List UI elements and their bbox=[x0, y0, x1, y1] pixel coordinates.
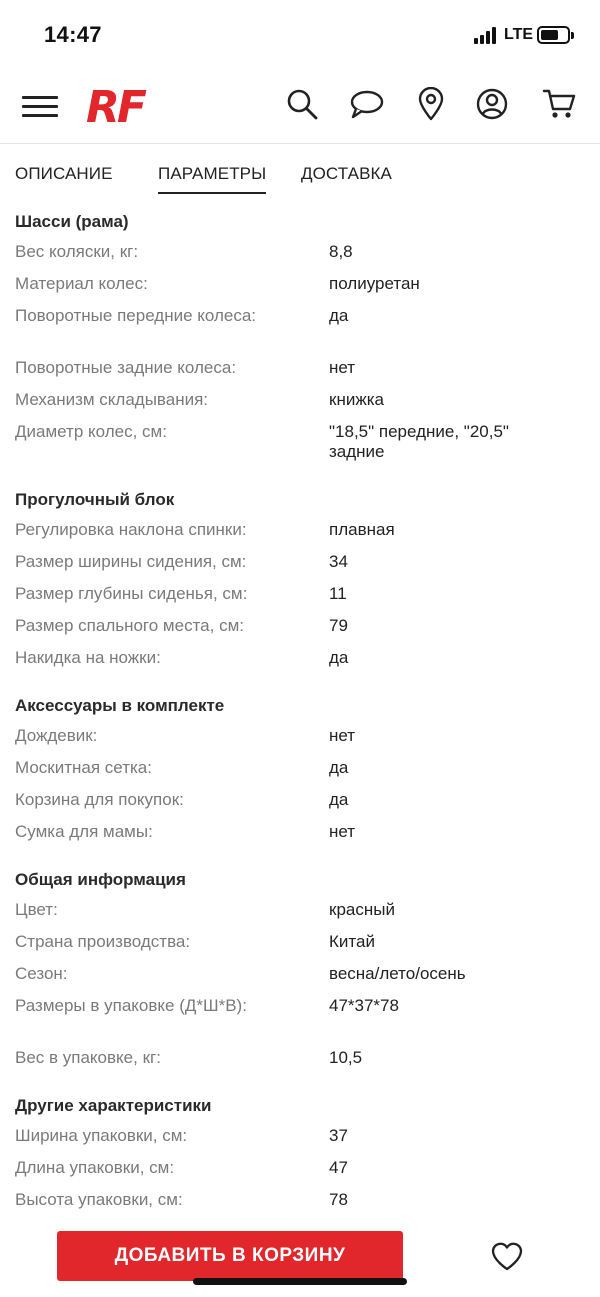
param-value: 8,8 bbox=[329, 242, 353, 261]
section-chassis bbox=[0, 207, 600, 469]
param-label: Размер глубины сиденья, см: bbox=[15, 584, 248, 603]
param-row bbox=[0, 269, 600, 301]
section-title: Общая информация bbox=[15, 870, 186, 889]
param-value: да bbox=[329, 790, 349, 809]
param-label: Материал колес: bbox=[15, 274, 148, 293]
param-value: весна/лето/осень bbox=[329, 964, 466, 983]
param-row bbox=[0, 579, 600, 611]
section-other bbox=[0, 1091, 600, 1217]
param-label: Длина упаковки, см: bbox=[15, 1158, 175, 1177]
param-row bbox=[0, 927, 600, 959]
param-value: красный bbox=[329, 900, 395, 919]
param-row bbox=[0, 895, 600, 927]
param-label: Москитная сетка: bbox=[15, 758, 152, 777]
tab-bar bbox=[0, 145, 600, 197]
param-value: книжка bbox=[329, 390, 384, 409]
signal-icon bbox=[474, 27, 498, 44]
param-row bbox=[0, 1121, 600, 1153]
param-label: Механизм складывания: bbox=[15, 390, 209, 409]
param-value: 34 bbox=[329, 552, 348, 571]
param-row bbox=[0, 417, 600, 469]
tab-parameters[interactable]: ПАРАМЕТРЫ bbox=[158, 164, 266, 194]
section-accessories bbox=[0, 691, 600, 849]
param-row bbox=[0, 1153, 600, 1185]
battery-icon bbox=[537, 26, 570, 44]
param-value: 37 bbox=[329, 1126, 348, 1145]
param-label: Размер спального места, см: bbox=[15, 616, 244, 635]
param-value: 10,5 bbox=[329, 1048, 363, 1067]
param-value: нет bbox=[329, 822, 356, 841]
param-label: Дождевик: bbox=[15, 726, 98, 745]
param-row bbox=[0, 1043, 600, 1075]
section-title: Шасси (рама) bbox=[15, 212, 129, 231]
heart-icon[interactable] bbox=[490, 1240, 524, 1272]
param-label: Ширина упаковки, см: bbox=[15, 1126, 188, 1145]
param-value: да bbox=[329, 648, 349, 667]
section-general-info bbox=[0, 865, 600, 1075]
param-label: Поворотные задние колеса: bbox=[15, 358, 237, 377]
param-label: Сезон: bbox=[15, 964, 68, 983]
param-label: Размер ширины сидения, см: bbox=[15, 552, 247, 571]
chat-icon[interactable] bbox=[350, 87, 384, 121]
param-value: Китай bbox=[329, 932, 375, 951]
param-label: Накидка на ножки: bbox=[15, 648, 161, 667]
account-icon[interactable] bbox=[475, 87, 509, 121]
logo[interactable]: RF bbox=[86, 82, 144, 133]
cart-icon[interactable] bbox=[542, 87, 576, 121]
param-row bbox=[0, 611, 600, 643]
param-row bbox=[0, 237, 600, 269]
param-value: 79 bbox=[329, 616, 348, 635]
section-title: Другие характеристики bbox=[15, 1096, 212, 1115]
param-value: 78 bbox=[329, 1190, 348, 1209]
param-row bbox=[0, 817, 600, 849]
param-label: Страна производства: bbox=[15, 932, 191, 951]
menu-icon[interactable] bbox=[22, 96, 58, 118]
param-label: Цвет: bbox=[15, 900, 58, 919]
param-row bbox=[0, 385, 600, 417]
param-label: Размеры в упаковке (Д*Ш*В): bbox=[15, 996, 247, 1015]
status-bar bbox=[0, 0, 600, 70]
param-value: нет bbox=[329, 726, 356, 745]
tab-delivery[interactable]: ДОСТАВКА bbox=[301, 164, 392, 183]
param-label: Диаметр колес, см: bbox=[15, 422, 167, 441]
param-value: "18,5" передние, "20,5" задние bbox=[329, 422, 509, 461]
param-row bbox=[0, 785, 600, 817]
home-indicator[interactable] bbox=[193, 1278, 407, 1285]
param-value: нет bbox=[329, 358, 356, 377]
param-row bbox=[0, 353, 600, 385]
param-value: 47*37*78 bbox=[329, 996, 399, 1015]
param-row bbox=[0, 753, 600, 785]
param-row bbox=[0, 959, 600, 991]
param-label: Корзина для покупок: bbox=[15, 790, 184, 809]
add-to-cart-button[interactable]: ДОБАВИТЬ В КОРЗИНУ bbox=[57, 1231, 403, 1281]
param-value: 11 bbox=[329, 584, 347, 603]
network-label: LTE bbox=[504, 26, 534, 43]
param-label: Высота упаковки, см: bbox=[15, 1190, 183, 1209]
status-time: 14:47 bbox=[44, 22, 102, 47]
param-row bbox=[0, 991, 600, 1043]
param-label: Сумка для мамы: bbox=[15, 822, 153, 841]
section-title: Аксессуары в комплекте bbox=[15, 696, 225, 715]
param-label: Поворотные передние колеса: bbox=[15, 306, 257, 325]
param-row bbox=[0, 721, 600, 753]
param-value: 47 bbox=[329, 1158, 348, 1177]
search-icon[interactable] bbox=[285, 87, 319, 121]
param-value: плавная bbox=[329, 520, 395, 539]
param-value: полиуретан bbox=[329, 274, 420, 293]
location-icon[interactable] bbox=[414, 87, 448, 121]
param-label: Вес в упаковке, кг: bbox=[15, 1048, 161, 1067]
parameters-list bbox=[0, 207, 600, 1233]
param-row bbox=[0, 515, 600, 547]
section-title: Прогулочный блок bbox=[15, 490, 175, 509]
bottom-action-bar bbox=[0, 1224, 600, 1297]
param-value: да bbox=[329, 306, 349, 325]
param-label: Регулировка наклона спинки: bbox=[15, 520, 247, 539]
param-row bbox=[0, 301, 600, 353]
tab-description[interactable]: ОПИСАНИЕ bbox=[15, 164, 113, 183]
param-row bbox=[0, 547, 600, 579]
app-header bbox=[0, 70, 600, 144]
param-label: Вес коляски, кг: bbox=[15, 242, 139, 261]
section-stroller-block bbox=[0, 485, 600, 675]
param-value: да bbox=[329, 758, 349, 777]
param-row bbox=[0, 643, 600, 675]
